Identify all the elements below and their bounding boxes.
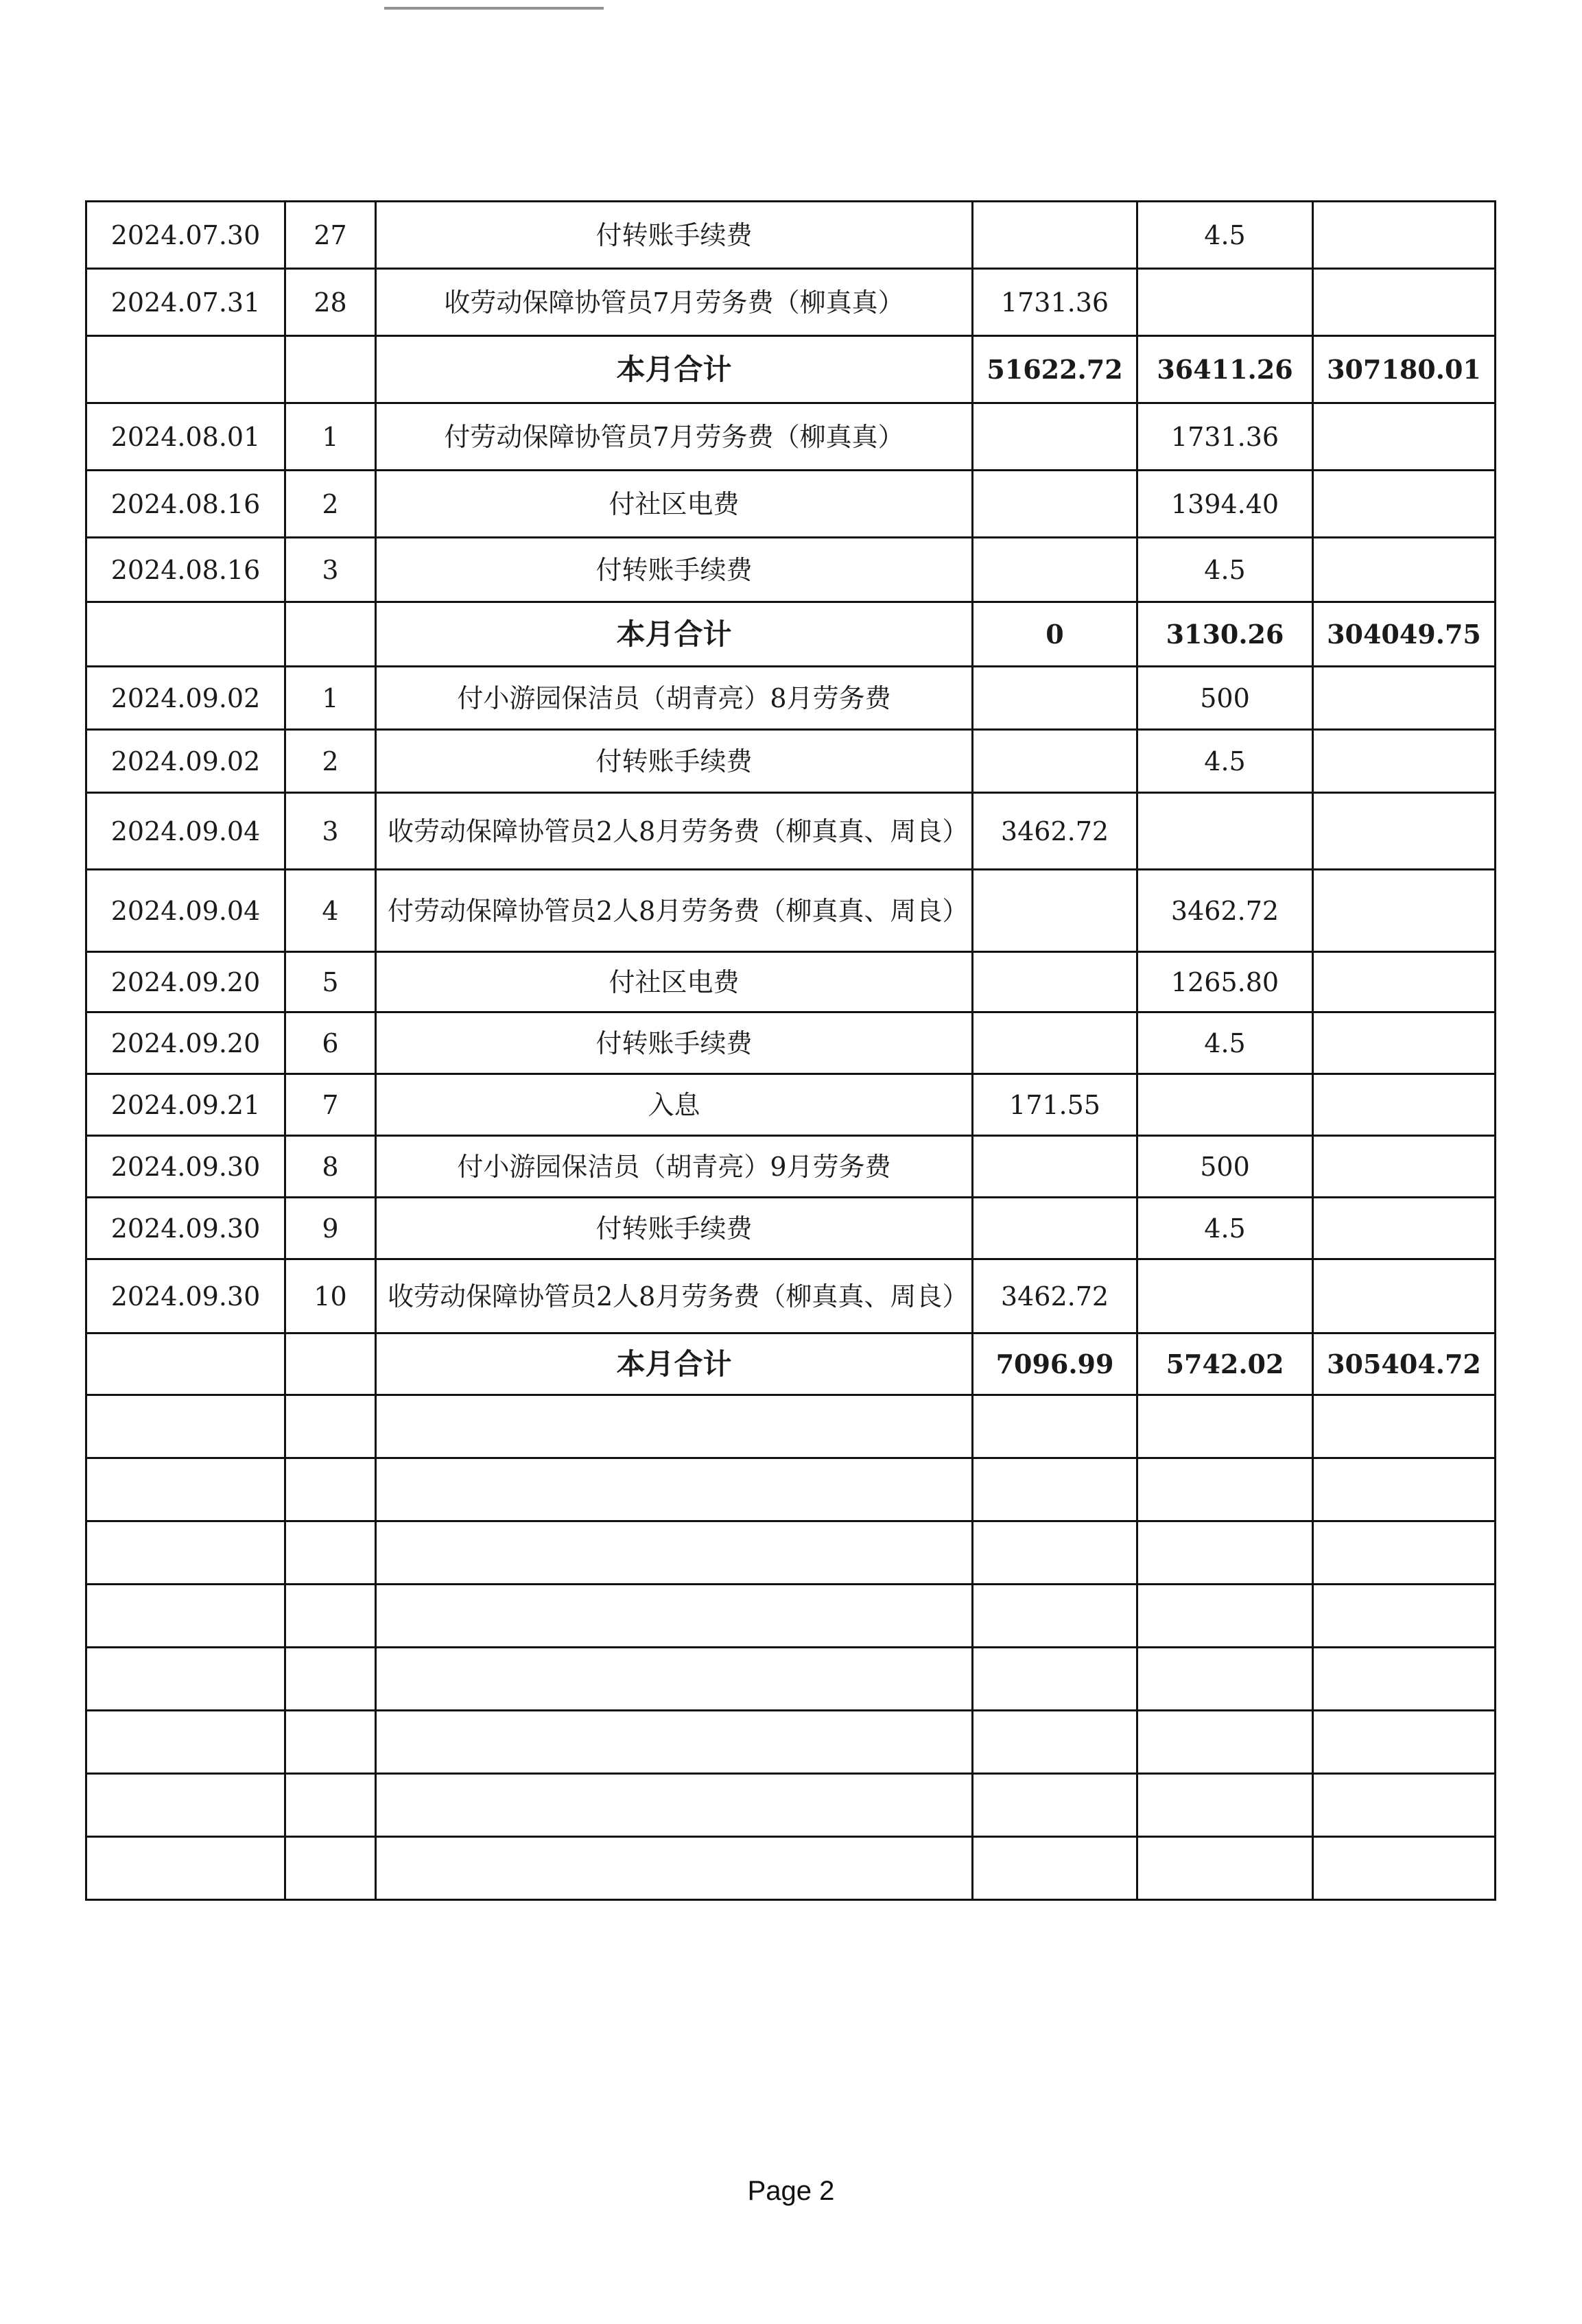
income-cell: 0 [973, 602, 1137, 667]
blank-row [86, 1774, 1496, 1837]
balance-cell [1313, 1585, 1496, 1648]
date-cell: 2024.08.16 [86, 538, 285, 602]
income-cell [973, 202, 1137, 269]
balance-cell [1313, 1774, 1496, 1837]
description-cell: 付社区电费 [376, 952, 973, 1012]
expense-cell: 5742.02 [1137, 1333, 1313, 1395]
voucher-number-cell: 7 [285, 1074, 376, 1136]
voucher-number-cell [285, 1774, 376, 1837]
balance-cell [1313, 1074, 1496, 1136]
description-cell [376, 1458, 973, 1521]
table-row [86, 793, 1496, 870]
date-cell: 2024.07.31 [86, 269, 285, 336]
date-cell: 2024.07.30 [86, 202, 285, 269]
expense-cell: 500 [1137, 1136, 1313, 1198]
date-cell [86, 1837, 285, 1900]
voucher-number-cell: 3 [285, 538, 376, 602]
balance-cell [1313, 1521, 1496, 1585]
expense-cell [1137, 269, 1313, 336]
table-row [86, 1012, 1496, 1074]
balance-cell [1313, 870, 1496, 952]
date-cell [86, 1395, 285, 1458]
voucher-number-cell: 2 [285, 730, 376, 793]
table-row [86, 1198, 1496, 1259]
balance-cell [1313, 1012, 1496, 1074]
voucher-number-cell [285, 1395, 376, 1458]
table-row [86, 667, 1496, 730]
income-cell: 171.55 [973, 1074, 1137, 1136]
voucher-number-cell: 4 [285, 870, 376, 952]
date-cell: 2024.09.30 [86, 1198, 285, 1259]
blank-row [86, 1395, 1496, 1458]
balance-cell [1313, 1711, 1496, 1774]
description-cell: 收劳动保障协管员2人8月劳务费（柳真真、周良） [376, 1259, 973, 1333]
voucher-number-cell: 1 [285, 667, 376, 730]
date-cell [86, 1521, 285, 1585]
income-cell: 51622.72 [973, 336, 1137, 403]
income-cell [973, 730, 1137, 793]
expense-cell [1137, 1837, 1313, 1900]
income-cell [973, 1136, 1137, 1198]
description-cell [376, 1395, 973, 1458]
voucher-number-cell: 1 [285, 403, 376, 471]
income-cell: 1731.36 [973, 269, 1137, 336]
balance-cell: 304049.75 [1313, 602, 1496, 667]
income-cell [973, 538, 1137, 602]
voucher-number-cell [285, 1585, 376, 1648]
expense-cell: 1731.36 [1137, 403, 1313, 471]
date-cell: 2024.09.21 [86, 1074, 285, 1136]
description-cell: 入息 [376, 1074, 973, 1136]
balance-cell [1313, 1458, 1496, 1521]
expense-cell: 4.5 [1137, 730, 1313, 793]
date-cell [86, 1458, 285, 1521]
expense-cell: 1265.80 [1137, 952, 1313, 1012]
voucher-number-cell [285, 1648, 376, 1711]
balance-cell [1313, 538, 1496, 602]
balance-cell [1313, 1837, 1496, 1900]
balance-cell [1313, 667, 1496, 730]
voucher-number-cell [285, 1837, 376, 1900]
balance-cell: 307180.01 [1313, 336, 1496, 403]
expense-cell [1137, 793, 1313, 870]
income-cell [973, 1774, 1137, 1837]
expense-cell: 4.5 [1137, 1012, 1313, 1074]
voucher-number-cell [285, 1521, 376, 1585]
expense-cell: 4.5 [1137, 202, 1313, 269]
description-cell: 付劳动保障协管员2人8月劳务费（柳真真、周良） [376, 870, 973, 952]
description-cell: 收劳动保障协管员2人8月劳务费（柳真真、周良） [376, 793, 973, 870]
voucher-number-cell: 28 [285, 269, 376, 336]
date-cell: 2024.08.01 [86, 403, 285, 471]
description-cell: 付转账手续费 [376, 1012, 973, 1074]
description-cell: 收劳动保障协管员7月劳务费（柳真真） [376, 269, 973, 336]
income-cell [973, 870, 1137, 952]
description-cell: 本月合计 [376, 1333, 973, 1395]
date-cell: 2024.09.02 [86, 730, 285, 793]
date-cell: 2024.09.02 [86, 667, 285, 730]
table-row [86, 870, 1496, 952]
description-cell: 付社区电费 [376, 471, 973, 538]
description-cell: 本月合计 [376, 602, 973, 667]
description-cell [376, 1648, 973, 1711]
voucher-number-cell: 2 [285, 471, 376, 538]
balance-cell [1313, 1395, 1496, 1458]
table-row [86, 1259, 1496, 1333]
voucher-number-cell: 8 [285, 1136, 376, 1198]
description-cell [376, 1774, 973, 1837]
description-cell: 付转账手续费 [376, 538, 973, 602]
blank-row [86, 1648, 1496, 1711]
expense-cell [1137, 1711, 1313, 1774]
table-row [86, 952, 1496, 1012]
description-cell [376, 1711, 973, 1774]
ledger-body [86, 202, 1496, 1900]
monthly-total-row [86, 602, 1496, 667]
monthly-total-row [86, 336, 1496, 403]
voucher-number-cell: 5 [285, 952, 376, 1012]
description-cell: 付小游园保洁员（胡青亮）8月劳务费 [376, 667, 973, 730]
voucher-number-cell: 9 [285, 1198, 376, 1259]
expense-cell: 3462.72 [1137, 870, 1313, 952]
date-cell: 2024.09.04 [86, 793, 285, 870]
date-cell: 2024.09.04 [86, 870, 285, 952]
voucher-number-cell [285, 1711, 376, 1774]
income-cell [973, 1012, 1137, 1074]
date-cell: 2024.09.20 [86, 1012, 285, 1074]
income-cell [973, 1198, 1137, 1259]
ledger-table [85, 200, 1496, 1901]
expense-cell [1137, 1585, 1313, 1648]
date-cell [86, 1585, 285, 1648]
voucher-number-cell: 10 [285, 1259, 376, 1333]
page-number: Page 2 [747, 2176, 835, 2206]
balance-cell [1313, 403, 1496, 471]
balance-cell [1313, 730, 1496, 793]
table-row [86, 1136, 1496, 1198]
balance-cell: 305404.72 [1313, 1333, 1496, 1395]
income-cell [973, 1585, 1137, 1648]
voucher-number-cell: 6 [285, 1012, 376, 1074]
date-cell: 2024.09.30 [86, 1259, 285, 1333]
table-row [86, 269, 1496, 336]
income-cell [973, 1837, 1137, 1900]
monthly-total-row [86, 1333, 1496, 1395]
income-cell [973, 952, 1137, 1012]
balance-cell [1313, 202, 1496, 269]
description-cell: 付小游园保洁员（胡青亮）9月劳务费 [376, 1136, 973, 1198]
description-cell [376, 1837, 973, 1900]
income-cell [973, 1521, 1137, 1585]
income-cell: 3462.72 [973, 793, 1137, 870]
description-cell: 付转账手续费 [376, 730, 973, 793]
income-cell [973, 1711, 1137, 1774]
expense-cell [1137, 1395, 1313, 1458]
date-cell: 2024.09.30 [86, 1136, 285, 1198]
expense-cell [1137, 1458, 1313, 1521]
income-cell [973, 667, 1137, 730]
date-cell [86, 602, 285, 667]
voucher-number-cell [285, 1333, 376, 1395]
expense-cell: 500 [1137, 667, 1313, 730]
balance-cell [1313, 952, 1496, 1012]
expense-cell [1137, 1774, 1313, 1837]
balance-cell [1313, 1648, 1496, 1711]
expense-cell [1137, 1074, 1313, 1136]
balance-cell [1313, 793, 1496, 870]
table-row [86, 1074, 1496, 1136]
balance-cell [1313, 1136, 1496, 1198]
date-cell [86, 1333, 285, 1395]
income-cell [973, 1648, 1137, 1711]
blank-row [86, 1458, 1496, 1521]
date-cell: 2024.08.16 [86, 471, 285, 538]
income-cell: 7096.99 [973, 1333, 1137, 1395]
scan-edge-mark [384, 7, 604, 10]
voucher-number-cell: 3 [285, 793, 376, 870]
description-cell [376, 1585, 973, 1648]
description-cell [376, 1521, 973, 1585]
expense-cell: 4.5 [1137, 538, 1313, 602]
expense-cell: 3130.26 [1137, 602, 1313, 667]
expense-cell: 1394.40 [1137, 471, 1313, 538]
description-cell: 本月合计 [376, 336, 973, 403]
balance-cell [1313, 1259, 1496, 1333]
balance-cell [1313, 1198, 1496, 1259]
date-cell [86, 1711, 285, 1774]
income-cell [973, 1395, 1137, 1458]
table-row [86, 202, 1496, 269]
income-cell [973, 403, 1137, 471]
expense-cell: 36411.26 [1137, 336, 1313, 403]
voucher-number-cell [285, 602, 376, 667]
blank-row [86, 1711, 1496, 1774]
table-row [86, 471, 1496, 538]
table-row [86, 538, 1496, 602]
voucher-number-cell: 27 [285, 202, 376, 269]
income-cell [973, 1458, 1137, 1521]
expense-cell [1137, 1259, 1313, 1333]
blank-row [86, 1837, 1496, 1900]
expense-cell [1137, 1521, 1313, 1585]
description-cell: 付转账手续费 [376, 202, 973, 269]
date-cell [86, 1774, 285, 1837]
income-cell [973, 471, 1137, 538]
balance-cell [1313, 471, 1496, 538]
expense-cell: 4.5 [1137, 1198, 1313, 1259]
expense-cell [1137, 1648, 1313, 1711]
date-cell [86, 1648, 285, 1711]
table-row [86, 403, 1496, 471]
blank-row [86, 1585, 1496, 1648]
table-row [86, 730, 1496, 793]
description-cell: 付劳动保障协管员7月劳务费（柳真真） [376, 403, 973, 471]
voucher-number-cell [285, 1458, 376, 1521]
description-cell: 付转账手续费 [376, 1198, 973, 1259]
date-cell: 2024.09.20 [86, 952, 285, 1012]
balance-cell [1313, 269, 1496, 336]
blank-row [86, 1521, 1496, 1585]
date-cell [86, 336, 285, 403]
voucher-number-cell [285, 336, 376, 403]
income-cell: 3462.72 [973, 1259, 1137, 1333]
